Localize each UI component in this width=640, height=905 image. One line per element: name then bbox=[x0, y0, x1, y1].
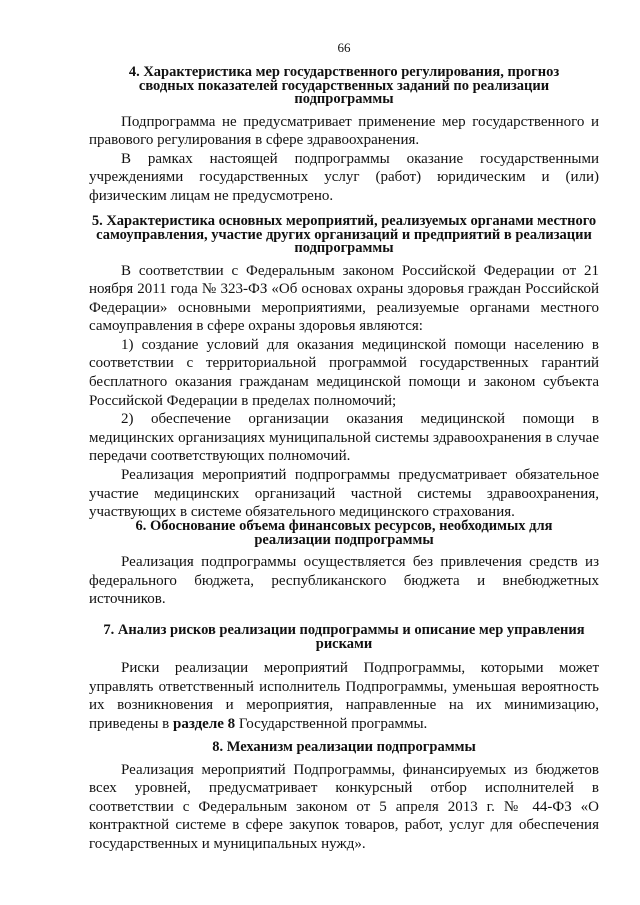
paragraph bbox=[89, 659, 599, 733]
section-heading: 7. Анализ рисков реализации подпрограммы и описание мер управления рисками bbox=[103, 622, 585, 652]
section-4 bbox=[89, 66, 599, 205]
section-heading: 6. Обоснование объема финансовых ресурсов, необходимых для реализации подпрограммы bbox=[135, 518, 553, 548]
paragraph: В соответствии с Федеральным законом Российской Федерации от 21 ноября 2011 года № 323-ФЗ «Об основах охраны здоровья граждан Российской Федерации» основными мероприятиями, реализуемые органами местного самоуправления в сфере охраны здоровья являются: bbox=[89, 262, 599, 335]
paragraph: 2) обеспечение организации оказания медицинской помощи в медицинских организациях муниципальной системы здравоохранения в случае передачи соответствующих полномочий. bbox=[89, 411, 599, 465]
section-heading: 8. Механизм реализации подпрограммы bbox=[212, 739, 476, 755]
paragraph: Реализация мероприятий Подпрограммы, финансируемых из бюджетов всех уровней, предусматривает конкурсный отбор исполнителей в соответствии с Федеральным законом от 5 апреля 2013 г. № 44-ФЗ «О контрактной системе в сфере закупок товаров, работ, услуг для обеспечения государственных и муниципальных нужд». bbox=[89, 761, 599, 852]
page-number: 66 bbox=[337, 40, 351, 55]
section-5 bbox=[89, 215, 599, 522]
section-8 bbox=[89, 741, 599, 853]
section-heading: 5. Характеристика основных мероприятий, реализуемых органами местного самоуправления, участие других организаций и предприятий в реализации подпрограммы bbox=[91, 213, 597, 256]
section-heading: 4. Характеристика мер государственного регулирования, прогноз сводных показателей государственных заданий по реализации подпрограммы bbox=[128, 64, 560, 107]
section-reference: разделе 8 bbox=[173, 715, 236, 732]
paragraph-text: Риски реализации мероприятий Подпрограммы, которыми может управлять ответственный исполнитель Подпрограммы, уменьшая вероятность их возникновения и мероприятия, направленные на их минимизацию, приведены в bbox=[89, 660, 599, 732]
section-7 bbox=[89, 624, 599, 733]
paragraph: Реализация мероприятий подпрограммы предусматривает обязательное участие медицинских организаций частной системы здравоохранения, участвующих в системе обязательного медицинского страхования. bbox=[89, 467, 599, 521]
paragraph: Подпрограмма не предусматривает применение мер государственного и правового регулирования в сфере здравоохранения. bbox=[89, 113, 599, 149]
paragraph: Реализация подпрограммы осуществляется без привлечения средств из федерального бюджета, республиканского бюджета и внебюджетных источников. bbox=[89, 554, 599, 608]
section-6 bbox=[89, 520, 599, 609]
paragraph-text: Государственной программы. bbox=[235, 715, 428, 732]
paragraph: 1) создание условий для оказания медицинской помощи населению в соответствии с территориальной программой государственных гарантий бесплатного оказания гражданам медицинской помощи и законом субъекта Российской Федерации в пределах полномочий; bbox=[89, 336, 599, 409]
paragraph: В рамках настоящей подпрограммы оказание государственными учреждениями государственных услуг (работ) юридическим и (или) физическим лицам не предусмотрено. bbox=[89, 150, 599, 204]
